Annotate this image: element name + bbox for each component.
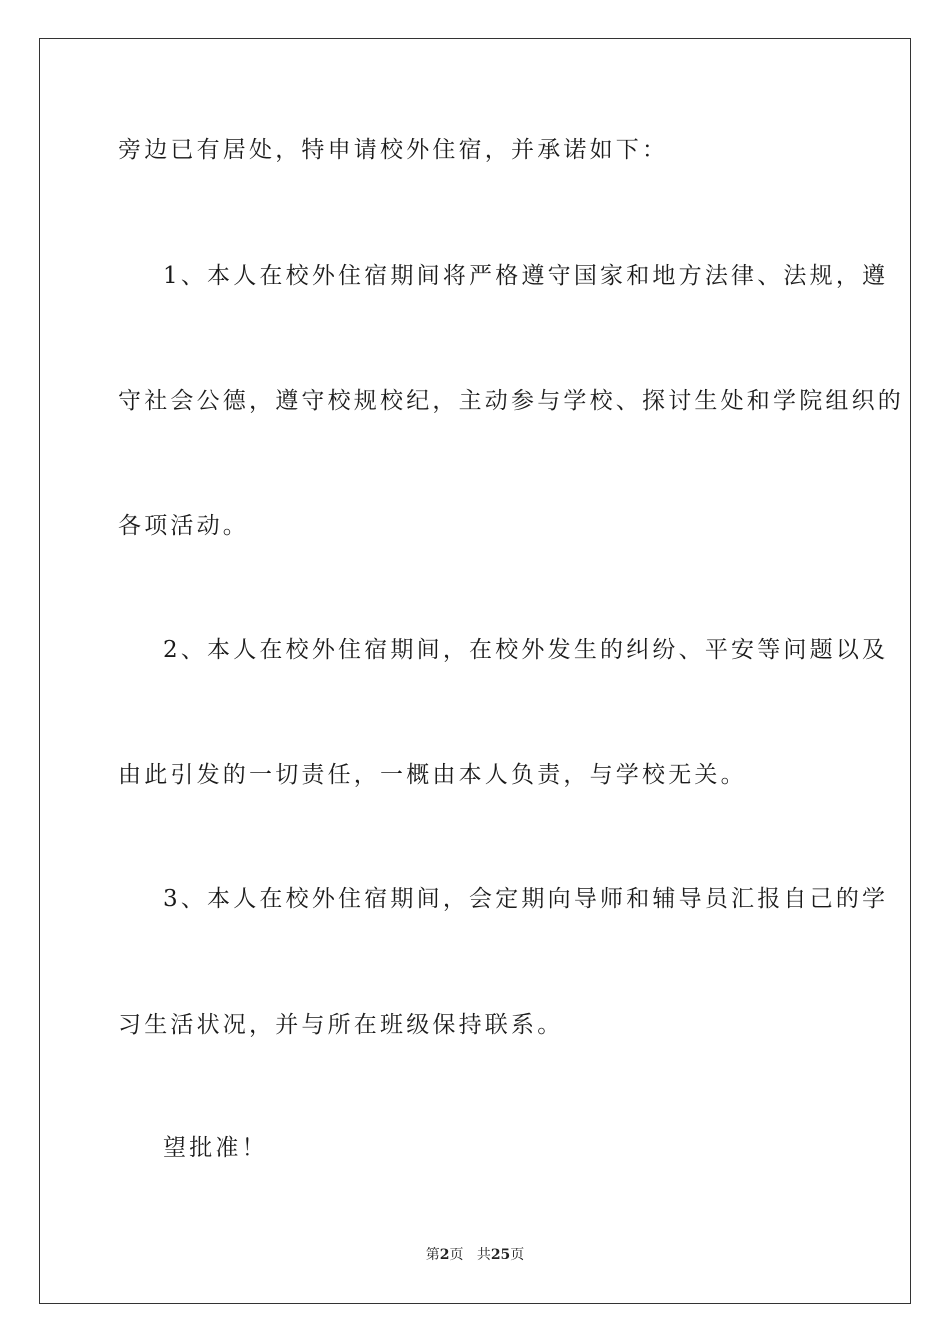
- closing-line: 望批准！: [163, 1135, 268, 1161]
- item-1-line-3: 各项活动。: [118, 513, 249, 539]
- page-footer: [0, 1244, 950, 1264]
- footer-total-prefix: 共: [476, 1247, 491, 1263]
- footer-total-pages: 25: [490, 1247, 511, 1263]
- paragraph-intro-line: 旁边已有居处，特申请校外住宿，并承诺如下：: [118, 137, 669, 163]
- footer-page-number: 2: [439, 1247, 450, 1263]
- item-1-line-2: 守社会公德，遵守校规校纪，主动参与学校、探讨生处和学院组织的: [118, 388, 904, 414]
- footer-total-suffix: 页: [510, 1247, 525, 1263]
- item-2-line-2: 由此引发的一切责任，一概由本人负责，与学校无关。: [118, 762, 747, 788]
- item-2-line-1: 2、本人在校外住宿期间，在校外发生的纠纷、平安等问题以及: [163, 637, 889, 663]
- item-3-line-1: 3、本人在校外住宿期间，会定期向导师和辅导员汇报自己的学: [163, 886, 889, 912]
- footer-page-suffix: 页: [449, 1247, 464, 1263]
- item-1-line-1: 1、本人在校外住宿期间将严格遵守国家和地方法律、法规，遵: [163, 263, 889, 289]
- footer-page-prefix: 第: [425, 1247, 440, 1263]
- page-border: [39, 38, 911, 1304]
- item-3-line-2: 习生活状况，并与所在班级保持联系。: [118, 1012, 564, 1038]
